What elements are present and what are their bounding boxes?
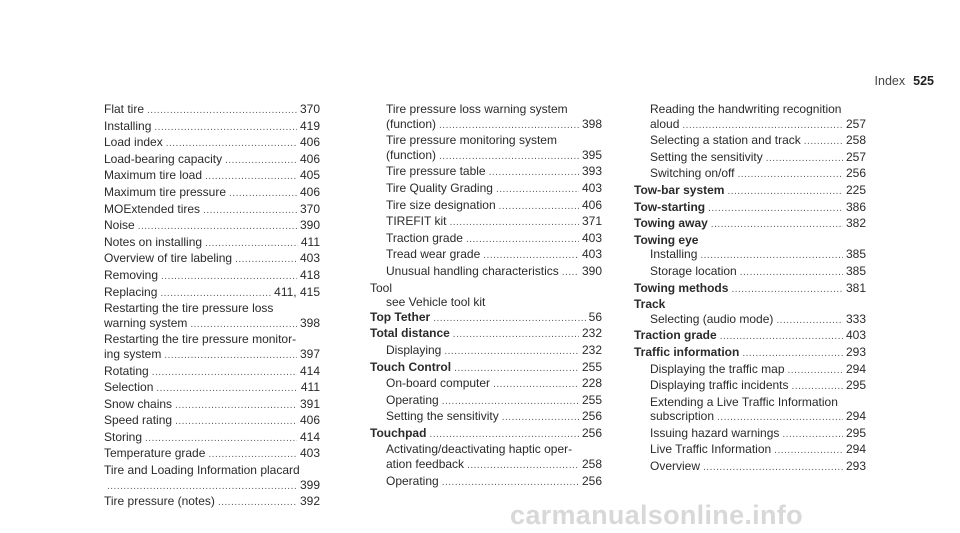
dot-leader (225, 154, 297, 169)
index-entry (634, 233, 866, 248)
entry-term: Touchpad (370, 425, 427, 440)
dot-leader (700, 249, 843, 264)
entry-term: Touch Control (370, 359, 452, 374)
index-entry (370, 198, 602, 215)
dot-leader (766, 152, 843, 167)
index-entry (88, 251, 320, 268)
dot-leader (720, 330, 843, 345)
entry-page-number: 406 (299, 151, 320, 166)
entry-page-number: 371 (581, 214, 602, 229)
dot-leader (562, 266, 579, 281)
entry-page-number: 256 (581, 409, 602, 424)
dot-leader (740, 266, 843, 281)
dot-leader (496, 183, 579, 198)
entry-term: Operating (386, 473, 439, 488)
entry-term: Overview (650, 459, 701, 474)
entry-page-number: 397 (299, 346, 320, 361)
dot-leader (203, 204, 297, 219)
index-entry (634, 362, 866, 379)
entry-term: see Vehicle tool kit (386, 295, 486, 310)
entry-page-number: 398 (299, 315, 320, 330)
page-header (875, 74, 934, 88)
index-entry (88, 478, 320, 495)
dot-leader (776, 314, 843, 329)
index-entry (88, 102, 320, 119)
index-column-3 (634, 102, 866, 476)
entry-page-number: 228 (581, 376, 602, 391)
entry-page-number: 405 (299, 168, 320, 183)
entry-term: Top Tether (370, 309, 431, 324)
entry-term: Maximum tire pressure (104, 184, 227, 199)
index-entry (370, 281, 602, 296)
index-entry (634, 395, 866, 410)
dot-leader (444, 345, 579, 360)
entry-term: Tire pressure (notes) (104, 494, 215, 509)
page-number: 525 (913, 74, 934, 88)
dot-leader (190, 318, 297, 333)
entry-term: Displaying the traffic map (650, 361, 785, 376)
entry-term: Storage location (650, 263, 737, 278)
entry-page-number: 381 (845, 280, 866, 295)
dot-leader (742, 347, 843, 362)
entry-term: Traction grade (634, 328, 717, 343)
entry-term: Total distance (370, 326, 450, 341)
entry-page-number: 386 (845, 199, 866, 214)
index-entry (88, 347, 320, 364)
index-entry (370, 376, 602, 393)
dot-leader (107, 480, 297, 495)
dot-leader (731, 283, 843, 298)
index-entry (370, 231, 602, 248)
index-entry (88, 430, 320, 447)
dot-leader (727, 185, 843, 200)
dot-leader (145, 432, 297, 447)
entry-term: Selecting a station and track (650, 133, 801, 148)
entry-term: Setting the sensitivity (650, 149, 763, 164)
entry-page-number: 414 (299, 363, 320, 378)
entry-term: Towing eye (634, 232, 699, 247)
entry-page-number: 256 (581, 473, 602, 488)
entry-term: MOExtended tires (104, 201, 201, 216)
index-entry (634, 426, 866, 443)
entry-term: Flat tire (104, 102, 145, 116)
dot-leader (454, 362, 579, 377)
entry-page-number: 294 (845, 409, 866, 424)
entry-term: Noise (104, 218, 135, 233)
entry-term: Selection (104, 380, 154, 395)
entry-term: Traction grade (386, 230, 463, 245)
entry-page-number: 411 (300, 234, 320, 249)
entry-term: Operating (386, 392, 439, 407)
index-entry (634, 345, 866, 362)
entry-term: Maximum tire load (104, 168, 203, 183)
index-entry (370, 133, 602, 148)
entry-page-number: 390 (299, 218, 320, 233)
entry-page-number: 232 (581, 342, 602, 357)
index-entry (634, 216, 866, 233)
entry-term: Selecting (audio mode) (650, 311, 774, 326)
entry-page-number: 393 (581, 164, 602, 179)
index-entry (370, 264, 602, 281)
entry-term: Replacing (104, 284, 158, 299)
entry-term: Tow-bar system (634, 182, 725, 197)
entry-page-number: 294 (845, 442, 866, 457)
index-entry (370, 393, 602, 410)
dot-leader (235, 253, 297, 268)
index-entry (370, 181, 602, 198)
dot-leader (218, 496, 297, 511)
index-column-1 (88, 102, 320, 511)
index-entry (634, 297, 866, 312)
dot-leader (156, 382, 297, 397)
entry-page-number: 385 (845, 263, 866, 278)
entry-page-number: 399 (299, 477, 320, 492)
index-entry (88, 152, 320, 169)
index-entry (370, 426, 602, 443)
index-entry (370, 214, 602, 231)
index-entry (634, 378, 866, 395)
index-entry (370, 474, 602, 491)
entry-term: Temperature grade (104, 446, 206, 461)
entry-page-number: 256 (845, 166, 866, 181)
entry-term: Rotating (104, 363, 149, 378)
watermark: carmanualsonline.info (510, 500, 803, 530)
index-entry (370, 409, 602, 426)
entry-term: Tool (370, 280, 393, 295)
dot-leader (208, 448, 297, 463)
index-entry (370, 343, 602, 360)
index-entry (88, 413, 320, 430)
entry-term: Load index (104, 135, 163, 150)
entry-term: TIREFIT kit (386, 214, 447, 229)
dot-leader (442, 395, 579, 410)
index-entry (88, 332, 320, 347)
index-entry (88, 202, 320, 219)
entry-term: Issuing hazard warnings (650, 425, 780, 440)
dot-leader (205, 170, 297, 185)
dot-leader (154, 121, 297, 136)
index-entry (370, 457, 602, 474)
entry-page-number: 258 (581, 457, 602, 472)
entry-term: warning system (104, 315, 188, 330)
entry-term: Towing away (634, 216, 708, 231)
index-entry (634, 247, 866, 264)
entry-page-number: 225 (845, 182, 866, 197)
index-entry (634, 102, 866, 117)
entry-page-number: 411, 415 (274, 284, 320, 299)
index-entry (634, 409, 866, 426)
index-entry (88, 316, 320, 333)
index-entry (370, 164, 602, 181)
index-entry (88, 301, 320, 316)
entry-page-number: 403 (581, 180, 602, 195)
entry-term: (function) (386, 147, 437, 162)
dot-leader (502, 411, 579, 426)
dot-leader (467, 459, 579, 474)
entry-page-number: 392 (299, 494, 320, 509)
index-entry (370, 102, 602, 117)
dot-leader (138, 220, 297, 235)
index-entry (634, 281, 866, 298)
entry-term: Track (634, 297, 666, 312)
entry-page-number: 255 (581, 392, 602, 407)
index-entry (88, 364, 320, 381)
entry-page-number: 256 (581, 425, 602, 440)
dot-leader (439, 150, 579, 165)
index-entry (370, 326, 602, 343)
entry-term: Restarting the tire pressure loss (104, 301, 274, 316)
entry-term: Displaying traffic incidents (650, 378, 789, 393)
dot-leader (160, 287, 271, 302)
entry-term: Tire and Loading Information placard (104, 463, 300, 478)
entry-term: Activating/deactivating haptic oper- (386, 442, 573, 457)
entry-page-number: 385 (845, 247, 866, 262)
dot-leader (453, 328, 579, 343)
entry-page-number: 295 (845, 425, 866, 440)
entry-page-number: 398 (581, 116, 602, 131)
entry-page-number: 403 (299, 251, 320, 266)
entry-page-number: 403 (845, 328, 866, 343)
dot-leader (717, 411, 843, 426)
entry-term: Tire Quality Grading (386, 180, 493, 195)
entry-term: aloud (650, 116, 680, 131)
index-entry (88, 235, 320, 252)
entry-term: (function) (386, 116, 437, 131)
entry-term: Reading the handwriting recognition (650, 102, 842, 116)
dot-leader (166, 137, 297, 152)
index-entry (370, 117, 602, 134)
index-entry (370, 247, 602, 264)
entry-page-number: 232 (581, 326, 602, 341)
index-entry (634, 264, 866, 281)
entry-term: Snow chains (104, 396, 173, 411)
entry-term: Tire pressure monitoring system (386, 133, 557, 148)
dot-leader (493, 378, 579, 393)
entry-term: Load-bearing capacity (104, 151, 223, 166)
index-entry (370, 360, 602, 377)
dot-leader (161, 270, 297, 285)
entry-page-number: 403 (299, 446, 320, 461)
entry-page-number: 333 (845, 311, 866, 326)
index-entry (88, 119, 320, 136)
entry-page-number: 382 (845, 216, 866, 231)
entry-page-number: 406 (299, 135, 320, 150)
dot-leader (708, 202, 843, 217)
entry-term: Switching on/off (650, 166, 735, 181)
entry-term: Installing (650, 247, 698, 262)
dot-leader (175, 399, 297, 414)
dot-leader (175, 415, 297, 430)
dot-leader (788, 364, 843, 379)
entry-term: Tire pressure table (386, 164, 486, 179)
entry-page-number: 370 (299, 102, 320, 116)
dot-leader (147, 104, 297, 119)
entry-term: Towing methods (634, 280, 729, 295)
index-entry (88, 463, 320, 478)
index-entry (634, 442, 866, 459)
entry-page-number: 395 (581, 147, 602, 162)
entry-page-number: 414 (299, 429, 320, 444)
dot-leader (205, 237, 298, 252)
dot-leader (483, 249, 579, 264)
index-entry (88, 185, 320, 202)
entry-page-number: 406 (299, 413, 320, 428)
index-entry (88, 218, 320, 235)
index-entry (88, 268, 320, 285)
dot-leader (703, 461, 843, 476)
index-entry (88, 135, 320, 152)
entry-page-number: 257 (845, 116, 866, 131)
entry-term: subscription (650, 409, 715, 424)
index-entry (88, 494, 320, 511)
entry-term: Installing (104, 118, 152, 133)
index-entry (634, 459, 866, 476)
dot-leader (792, 380, 843, 395)
entry-term: ation feedback (386, 457, 465, 472)
dot-leader (439, 119, 579, 134)
entry-term: Tread wear grade (386, 247, 481, 262)
entry-term: On-board computer (386, 376, 491, 391)
entry-term: Notes on installing (104, 234, 203, 249)
entry-page-number: 370 (299, 201, 320, 216)
index-entry (634, 183, 866, 200)
dot-leader (466, 233, 579, 248)
entry-page-number: 258 (845, 133, 866, 148)
index-entry (88, 285, 320, 302)
dot-leader (449, 216, 579, 231)
dot-leader (164, 349, 297, 364)
index-entry (370, 295, 602, 310)
entry-page-number: 255 (581, 359, 602, 374)
entry-term: Extending a Live Traffic Information (650, 394, 838, 409)
dot-leader (682, 119, 843, 134)
dot-leader (782, 428, 843, 443)
entry-page-number: 403 (581, 230, 602, 245)
entry-page-number: 411 (300, 380, 320, 395)
index-entry (634, 328, 866, 345)
index-entry (370, 310, 602, 327)
entry-term: Restarting the tire pressure monitor- (104, 332, 297, 347)
dot-leader (804, 135, 843, 150)
index-entry (634, 133, 866, 150)
entry-page-number: 418 (299, 267, 320, 282)
entry-term: Tire size designation (386, 197, 496, 212)
entry-page-number: 294 (845, 361, 866, 376)
index-entry (634, 312, 866, 329)
index-entry (88, 397, 320, 414)
entry-page-number: 293 (845, 344, 866, 359)
entry-term: Setting the sensitivity (386, 409, 499, 424)
entry-term: Unusual handling characteristics (386, 263, 559, 278)
index-entry (370, 442, 602, 457)
entry-term: Tire pressure loss warning system (386, 102, 568, 116)
entry-page-number: 56 (588, 309, 602, 324)
dot-leader (433, 312, 585, 327)
index-entry (634, 150, 866, 167)
entry-term: Removing (104, 267, 159, 282)
entry-term: Displaying (386, 342, 442, 357)
dot-leader (774, 444, 843, 459)
entry-term: Overview of tire labeling (104, 251, 233, 266)
dot-leader (489, 166, 579, 181)
dot-leader (442, 476, 579, 491)
entry-page-number: 293 (845, 459, 866, 474)
index-entry (88, 446, 320, 463)
entry-page-number: 295 (845, 378, 866, 393)
entry-term: Speed rating (104, 413, 173, 428)
index-entry (88, 168, 320, 185)
section-title: Index (874, 74, 906, 88)
index-entry (634, 200, 866, 217)
index-entry (88, 380, 320, 397)
index-column-2 (370, 102, 602, 490)
entry-page-number: 406 (299, 184, 320, 199)
dot-leader (429, 428, 579, 443)
entry-page-number: 419 (299, 118, 320, 133)
dot-leader (711, 218, 843, 233)
entry-page-number: 390 (581, 263, 602, 278)
entry-term: Storing (104, 429, 143, 444)
dot-leader (152, 366, 297, 381)
entry-page-number: 257 (845, 149, 866, 164)
entry-term: Traffic information (634, 344, 740, 359)
dot-leader (499, 200, 579, 215)
index-entry (370, 148, 602, 165)
entry-page-number: 403 (581, 247, 602, 262)
entry-term: Tow-starting (634, 199, 706, 214)
dot-leader (229, 187, 297, 202)
index-entry (634, 166, 866, 183)
entry-term: ing system (104, 346, 162, 361)
entry-page-number: 391 (299, 396, 320, 411)
entry-term: Live Traffic Information (650, 442, 772, 457)
index-entry (634, 117, 866, 134)
dot-leader (738, 168, 843, 183)
entry-page-number: 406 (581, 197, 602, 212)
